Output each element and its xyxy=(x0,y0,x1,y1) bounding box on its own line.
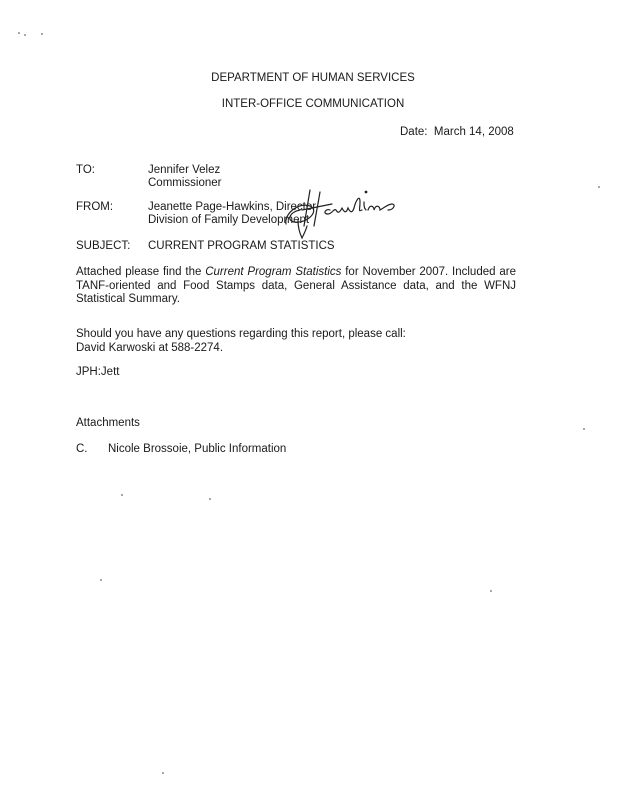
cc-label: C. xyxy=(76,443,88,455)
report-title-emphasis: Current Program Statistics xyxy=(205,266,342,278)
cc-value: Nicole Brossoie, Public Information xyxy=(108,443,287,455)
p1-post: for November 2007. Included are xyxy=(341,266,516,278)
paragraph-1-line-3: Statistical Summary. xyxy=(76,293,180,305)
scan-speck xyxy=(490,590,492,592)
date-line xyxy=(400,126,514,138)
communication-heading: INTER-OFFICE COMMUNICATION xyxy=(221,98,405,110)
subject-label: SUBJECT: xyxy=(76,240,131,252)
p1-pre: Attached please find the xyxy=(76,266,206,278)
to-label: TO: xyxy=(76,164,95,176)
paragraph-1-line-1 xyxy=(76,266,516,280)
from-line2: Division of Family Development xyxy=(148,214,310,226)
from-line1: Jeanette Page-Hawkins, Director xyxy=(148,201,317,213)
scan-speck xyxy=(41,33,43,35)
scan-speck xyxy=(598,186,600,188)
scan-speck xyxy=(583,428,585,430)
initials: JPH:Jett xyxy=(76,366,120,378)
from-label: FROM: xyxy=(76,201,114,213)
scan-speck xyxy=(209,498,211,500)
date-value: March 14, 2008 xyxy=(433,126,514,138)
date-label: Date: xyxy=(400,126,428,138)
scan-speck xyxy=(121,494,123,496)
paragraph-2-line-1: Should you have any questions regarding this report, please call: xyxy=(76,328,406,340)
scan-speck xyxy=(162,772,164,774)
handwritten-signature xyxy=(280,180,400,242)
to-title: Commissioner xyxy=(148,177,222,189)
to-name: Jennifer Velez xyxy=(148,164,221,176)
scan-speck xyxy=(18,32,20,34)
paragraph-2-line-2: David Karwoski at 588-2274. xyxy=(76,341,224,354)
body-paragraph-2 xyxy=(76,328,516,355)
subject-value: CURRENT PROGRAM STATISTICS xyxy=(148,240,335,252)
attachments-label: Attachments xyxy=(76,417,140,429)
scan-speck xyxy=(100,579,102,581)
department-heading: DEPARTMENT OF HUMAN SERVICES xyxy=(211,72,415,84)
body-paragraph-1 xyxy=(76,266,516,307)
paragraph-1-line-2: TANF-oriented and Food Stamps data, General Assistance data, and the WFNJ xyxy=(76,279,516,292)
scan-speck xyxy=(24,34,26,36)
